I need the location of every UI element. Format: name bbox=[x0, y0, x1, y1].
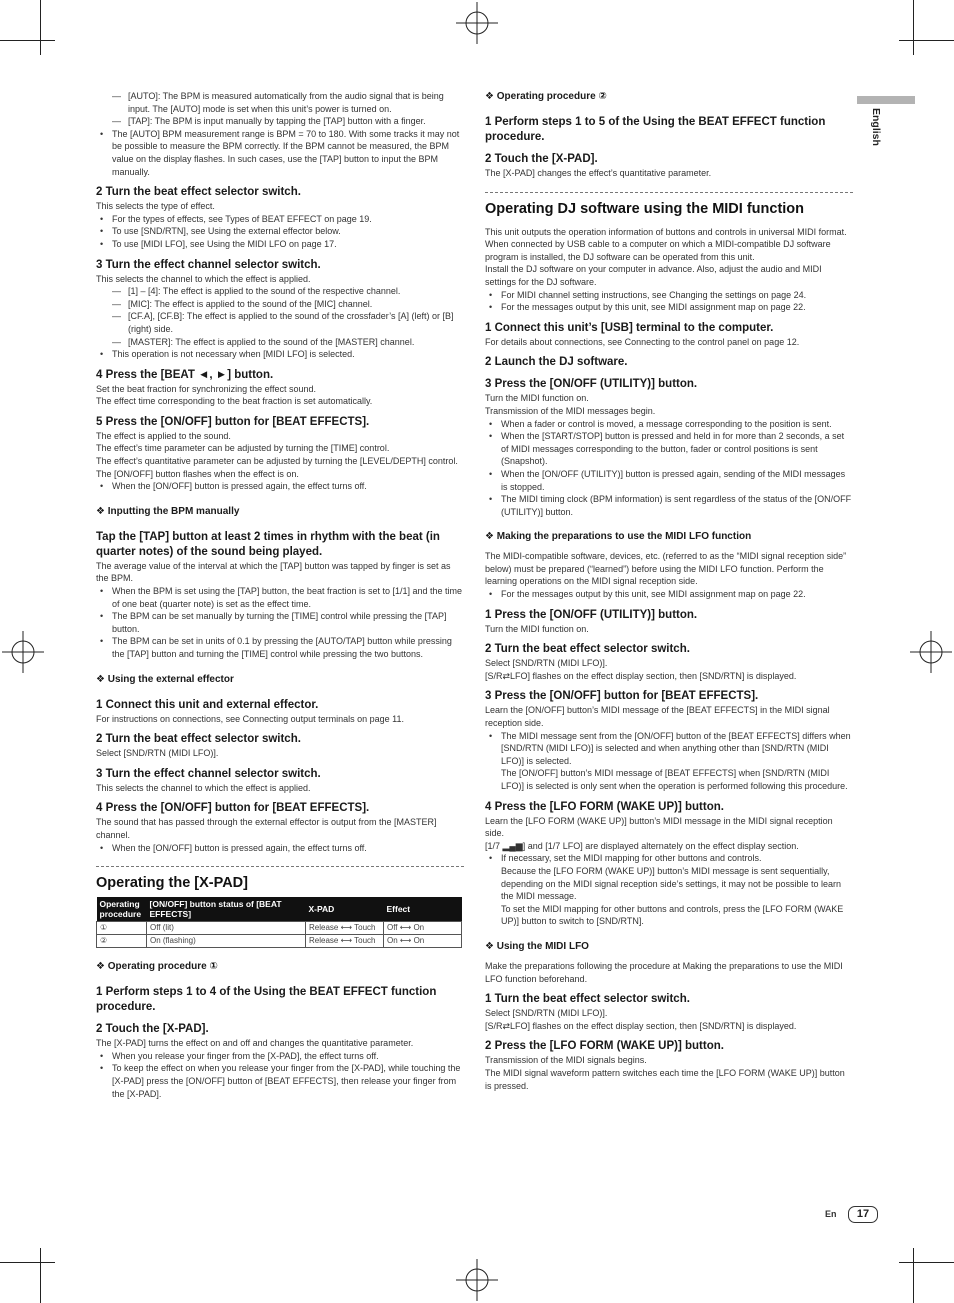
table-cell: On (flashing) bbox=[147, 935, 306, 948]
paragraph: Because the [LFO FORM (WAKE UP)] button’s MIDI message is sent sequentially, depending on the MIDI signal reception side’s settings, it may not be possible to learn the MIDI message. bbox=[501, 865, 842, 902]
paragraph: The [ON/OFF] button’s MIDI message of [BEAT EFFECTS] when [SND/RTN (MIDI LFO)] is selected is only sent when the operation is performed following this procedure. bbox=[501, 768, 848, 791]
bullet-item: • When the [START/STOP] button is pressed and held in for more than 2 seconds, a set of MIDI messages corresponding to the button, fader or control positions is sent (Snapshot). bbox=[485, 430, 853, 468]
table-cell: Release ⟷ Touch bbox=[306, 922, 384, 935]
bullet-item: • The BPM can be set manually by turning the [TIME] control while pressing the [TAP] button. bbox=[96, 610, 464, 635]
step-heading: 2 Touch the [X-PAD]. bbox=[96, 1023, 209, 1036]
step-heading: 1 Connect this unit and external effector. bbox=[96, 698, 319, 711]
step-heading: 3 Turn the effect channel selector switch. bbox=[96, 767, 321, 780]
crop-mark bbox=[899, 40, 954, 41]
bullet-item: • For the messages output by this unit, see MIDI assignment map on page 22. bbox=[485, 301, 853, 314]
paragraph: For instructions on connections, see Connecting output terminals on page 11. bbox=[96, 713, 405, 724]
page-number: 17 bbox=[848, 1206, 878, 1223]
subsection-heading: ❖ Operating procedure ① bbox=[96, 961, 218, 973]
step-heading: 1 Connect this unit’s [USB] terminal to the computer. bbox=[485, 321, 774, 334]
subsection-heading: ❖ Operating procedure ② bbox=[485, 91, 607, 102]
paragraph: Select [SND/RTN (MIDI LFO)]. bbox=[485, 1008, 608, 1019]
crop-mark bbox=[0, 1262, 55, 1263]
table-header: Operating procedure bbox=[97, 897, 147, 922]
footer-language: En bbox=[825, 1209, 837, 1219]
paragraph: [S/R⇄LFO] flashes on the effect display section, then [SND/RTN] is displayed. bbox=[485, 670, 797, 681]
step-heading: 1 Perform steps 1 to 4 of the Using the BEAT EFFECT function procedure. bbox=[96, 986, 437, 1014]
bullet-item: • The MIDI message sent from the [ON/OFF] button of the [BEAT EFFECTS] differs when [SND/RTN (MIDI LFO)] is selected and when anything other than [SND/RTN (MIDI LFO)] is selected. bbox=[485, 730, 853, 768]
paragraph: When connected by USB cable to a computer on which a MIDI-compatible DJ software program is installed, the DJ software can be operated from this unit. bbox=[485, 239, 831, 262]
crop-mark bbox=[40, 1248, 41, 1303]
xpad-table bbox=[96, 897, 462, 948]
paragraph: — [AUTO]: The BPM is measured automatically from the audio signal that is being input. The [AUTO] mode is set when this unit’s power is turned on. bbox=[96, 90, 464, 115]
section-divider bbox=[485, 192, 853, 193]
step-heading: 4 Press the [LFO FORM (WAKE UP)] button. bbox=[485, 800, 724, 813]
paragraph: The [X-PAD] turns the effect on and off and changes the quantitative parameter. bbox=[96, 1038, 414, 1049]
paragraph: For details about connections, see Connecting to the control panel on page 12. bbox=[485, 336, 800, 347]
bullet-item: • When the [ON/OFF (UTILITY)] button is pressed again, sending of the MIDI messages is stopped. bbox=[485, 468, 853, 493]
paragraph: Learn the [ON/OFF] button’s MIDI message of the [BEAT EFFECTS] in the MIDI signal reception side. bbox=[485, 705, 830, 729]
table-cell: ② bbox=[97, 935, 147, 948]
step-heading: 5 Press the [ON/OFF] button for [BEAT EFFECTS]. bbox=[96, 415, 370, 428]
step-heading: 4 Press the [BEAT ◄, ►] button. bbox=[96, 368, 274, 381]
paragraph: [S/R⇄LFO] flashes on the effect display section, then [SND/RTN] is displayed. bbox=[485, 1020, 797, 1031]
paragraph: To set the MIDI mapping for other buttons and controls, press the [LFO FORM (WAKE UP)] button to switch to [SND/RTN]. bbox=[501, 903, 844, 927]
table-header: [ON/OFF] button status of [BEAT EFFECTS] bbox=[147, 897, 306, 922]
paragraph: Set the beat fraction for synchronizing the effect sound. bbox=[96, 383, 316, 394]
crop-mark bbox=[913, 1248, 914, 1303]
bullet-item: • For the messages output by this unit, see MIDI assignment map on page 22. bbox=[485, 588, 853, 601]
table-header: X-PAD bbox=[306, 897, 384, 922]
paragraph: Install the DJ software on your computer in advance. Also, adjust the audio and MIDI settings for the DJ software. bbox=[485, 264, 822, 287]
paragraph: Transmission of the MIDI signals begins. bbox=[485, 1055, 647, 1066]
bullet-item: • To use [MIDI LFO], see Using the MIDI LFO on page 17. bbox=[96, 238, 464, 251]
step-heading: Tap the [TAP] button at least 2 times in rhythm with the beat (in quarter notes) of the sound being played. bbox=[96, 530, 440, 558]
crop-mark bbox=[0, 40, 55, 41]
paragraph: The sound that has passed through the external effector is output from the [MASTER] channel. bbox=[96, 817, 437, 840]
paragraph: The MIDI-compatible software, devices, etc. (referred to as the “MIDI signal reception side” below) must be prepared (“learned”) before using the MIDI LFO function. Perform the learning operations on the MIDI signal reception side. bbox=[485, 551, 847, 587]
section-title: Operating the [X-PAD] bbox=[96, 875, 248, 892]
step-heading: 1 Perform steps 1 to 5 of the Using the BEAT EFFECT function procedure. bbox=[485, 116, 826, 143]
bullet-item: • When the [ON/OFF] button is pressed again, the effect turns off. bbox=[96, 842, 464, 855]
table-cell: Release ⟷ Touch bbox=[306, 935, 384, 948]
paragraph: Select [SND/RTN (MIDI LFO)]. bbox=[485, 658, 608, 669]
left-column bbox=[96, 90, 464, 1100]
paragraph: The effect is applied to the sound. bbox=[96, 430, 231, 441]
section-divider bbox=[96, 866, 464, 867]
paragraph: — [CF.A], [CF.B]: The effect is applied to the sound of the crossfader’s [A] (left) or [B] (right) side. bbox=[96, 310, 464, 335]
table-header-row bbox=[97, 897, 462, 922]
step-heading: 3 Press the [ON/OFF] button for [BEAT EFFECTS]. bbox=[485, 690, 759, 703]
bullet-item: • The BPM can be set in units of 0.1 by pressing the [AUTO/TAP] button while pressing the [TAP] button and turning the [TIME] control while pressing the two buttons. bbox=[96, 635, 464, 660]
paragraph: This selects the channel to which the effect is applied. bbox=[96, 782, 311, 793]
bullet-item: • To keep the effect on when you release your finger from the [X-PAD], while touching the [X-PAD] press the [ON/OFF] button of [BEAT EFFECTS], then release your finger from the [X-PAD]. bbox=[96, 1062, 464, 1100]
paragraph: This unit outputs the operation information of buttons and controls in universal MIDI format. bbox=[485, 226, 847, 237]
bullet-item: • This operation is not necessary when [MIDI LFO] is selected. bbox=[96, 348, 464, 361]
step-heading: 2 Turn the beat effect selector switch. bbox=[96, 186, 301, 199]
table-cell: ① bbox=[97, 922, 147, 935]
step-heading: 2 Turn the beat effect selector switch. bbox=[96, 733, 301, 746]
bullet-item: • The [AUTO] BPM measurement range is BPM = 70 to 180. With some tracks it may not be possible to measure the BPM correctly. If the BPM cannot be measured, the BPM value on the display flashes. In such cases, use the [TAP] button to input the BPM manually. bbox=[96, 128, 464, 178]
registration-mark bbox=[910, 631, 952, 673]
paragraph: Transmission of the MIDI messages begin. bbox=[485, 405, 656, 416]
bullet-item: • When the [ON/OFF] button is pressed again, the effect turns off. bbox=[96, 480, 464, 493]
registration-mark bbox=[456, 2, 498, 44]
crop-mark bbox=[40, 0, 41, 55]
right-column bbox=[485, 90, 853, 1092]
step-heading: 2 Turn the beat effect selector switch. bbox=[485, 643, 690, 656]
step-heading: 1 Turn the beat effect selector switch. bbox=[485, 993, 690, 1006]
paragraph: The effect time corresponding to the beat fraction is set automatically. bbox=[96, 396, 373, 407]
bullet-item: • The MIDI timing clock (BPM information) is sent regardless of the status of the [ON/OFF (UTILITY)] button. bbox=[485, 493, 853, 518]
bullet-item: • To use [SND/RTN], see Using the external effector below. bbox=[96, 225, 464, 238]
step-heading: 2 Launch the DJ software. bbox=[485, 356, 628, 369]
table-header: Effect bbox=[384, 897, 462, 922]
step-heading: 4 Press the [ON/OFF] button for [BEAT EFFECTS]. bbox=[96, 802, 370, 815]
bullet-item: • For the types of effects, see Types of BEAT EFFECT on page 19. bbox=[96, 213, 464, 226]
paragraph: This selects the type of effect. bbox=[96, 201, 215, 212]
paragraph: The [ON/OFF] button flashes when the effect is on. bbox=[96, 468, 299, 479]
bullet-item: • When the BPM is set using the [TAP] button, the beat fraction is set to [1/1] and the time of one beat (quarter note) is set as the effect time. bbox=[96, 585, 464, 610]
paragraph: The effect’s quantitative parameter can be adjusted by turning the [LEVEL/DEPTH] control. bbox=[96, 456, 458, 467]
bullet-item: • If necessary, set the MIDI mapping for other buttons and controls. bbox=[485, 852, 853, 865]
registration-mark bbox=[2, 631, 44, 673]
step-heading: 3 Turn the effect channel selector switch. bbox=[96, 258, 321, 271]
step-heading: 3 Press the [ON/OFF (UTILITY)] button. bbox=[485, 378, 698, 391]
table-row bbox=[97, 935, 462, 948]
paragraph: — [TAP]: The BPM is input manually by tapping the [TAP] button with a finger. bbox=[96, 115, 464, 128]
language-label: English bbox=[870, 108, 882, 146]
table-cell: On ⟷ On bbox=[384, 935, 462, 948]
subsection-heading: ❖ Inputting the BPM manually bbox=[96, 505, 240, 517]
paragraph: Learn the [LFO FORM (WAKE UP)] button’s MIDI message in the MIDI signal reception side. bbox=[485, 815, 833, 839]
crop-mark bbox=[913, 0, 914, 55]
paragraph: — [1] – [4]: The effect is applied to the sound of the respective channel. bbox=[96, 285, 464, 298]
subsection-heading: ❖ Making the preparations to use the MIDI LFO function bbox=[485, 531, 752, 543]
paragraph: [1/7 ▂▄▆] and [1/7 LFO] are displayed alternately on the effect display section. bbox=[485, 840, 799, 851]
bullet-item: • When you release your finger from the [X-PAD], the effect turns off. bbox=[96, 1050, 464, 1063]
section-title: Operating DJ software using the MIDI function bbox=[485, 200, 805, 217]
paragraph: The [X-PAD] changes the effect’s quantitative parameter. bbox=[485, 168, 712, 178]
subsection-heading: ❖ Using the MIDI LFO bbox=[485, 940, 589, 952]
paragraph: This selects the channel to which the effect is applied. bbox=[96, 273, 311, 284]
paragraph: The MIDI signal waveform pattern switches each time the [LFO FORM (WAKE UP)] button is pressed. bbox=[485, 1067, 845, 1091]
table-cell: Off (lit) bbox=[147, 922, 306, 935]
paragraph: Select [SND/RTN (MIDI LFO)]. bbox=[96, 748, 219, 759]
bullet-item: • For MIDI channel setting instructions, see Changing the settings on page 24. bbox=[485, 289, 853, 302]
language-tab bbox=[857, 96, 915, 104]
crop-mark bbox=[899, 1262, 954, 1263]
paragraph: Turn the MIDI function on. bbox=[485, 623, 589, 634]
step-heading: 1 Press the [ON/OFF (UTILITY)] button. bbox=[485, 608, 698, 621]
paragraph: Turn the MIDI function on. bbox=[485, 393, 589, 404]
table-cell: Off ⟷ On bbox=[384, 922, 462, 935]
subsection-heading: ❖ Using the external effector bbox=[96, 673, 234, 685]
step-heading: 2 Touch the [X-PAD]. bbox=[485, 153, 598, 165]
paragraph: Make the preparations following the procedure at Making the preparations to use the MIDI LFO function beforehand. bbox=[485, 960, 843, 984]
bullet-item: • When a fader or control is moved, a message corresponding to the position is sent. bbox=[485, 418, 853, 431]
paragraph: The average value of the interval at which the [TAP] button was tapped by finger is set as the BPM. bbox=[96, 560, 451, 584]
step-heading: 2 Press the [LFO FORM (WAKE UP)] button. bbox=[485, 1040, 724, 1053]
registration-mark bbox=[456, 1259, 498, 1301]
paragraph: — [MIC]: The effect is applied to the sound of the [MIC] channel. bbox=[96, 298, 464, 311]
paragraph: The effect’s time parameter can be adjusted by turning the [TIME] control. bbox=[96, 443, 390, 454]
table-row bbox=[97, 922, 462, 935]
paragraph: — [MASTER]: The effect is applied to the sound of the [MASTER] channel. bbox=[96, 336, 464, 349]
